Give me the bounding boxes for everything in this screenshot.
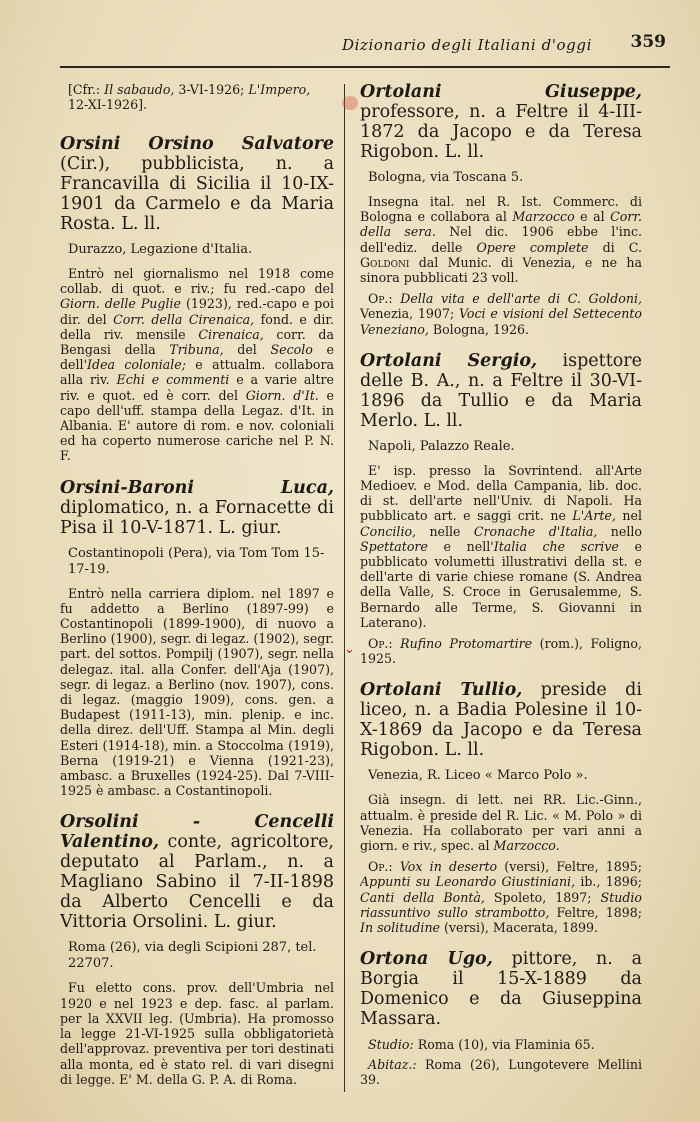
entry-name: Ortona Ugo, <box>360 949 493 970</box>
entry-body: Insegna ital. nel R. Ist. Commerc. di Bologna e collabora al Marzocco e al Corr. della sera. Nel dic. 1906 ebbe l'inc. dell'ediz. delle Opere complete di C. Goldoni dal Munic. di Venezia, e ne ha sinora pubblicati 23 voll. <box>360 194 642 286</box>
cfr-date-1: 3-VI-1926; <box>174 82 249 97</box>
entry-body: Fu eletto cons. prov. dell'Umbria nel 1920 e nel 1923 e dep. fasc. al parlam. per la XXVII leg. (Umbria). Ha promosso la legge 21-VI-1925 sulla obbligatorietà dell'approvaz. preventiva per tori destinati alla monta, ed è stato rel. di vari disegni di legge. E' M. della G. P. A. di Roma. <box>60 980 334 1087</box>
entry-name: Ortolani Tullio, <box>360 680 523 701</box>
cfr-reference <box>68 82 334 112</box>
entry-orsini-orsino <box>60 134 334 464</box>
red-tick-mark: ⌄ <box>344 642 355 657</box>
entry-address: Venezia, R. Liceo « Marco Polo ». <box>368 768 588 784</box>
entry-body: E' isp. presso la Sovrintend. all'Arte Medioev. e Mod. della Campania, lib. doc. di st. dell'arte nell'Univ. di Napoli. Ha pubblicato art. e saggi crit. ne L'Arte, nel Concilio, nelle Cronache d'Italia, nello Spettatore e nell'Italia che scrive e pubblicato volumetti illustrativi della st. e dell'arte di varie chiese romane (S. Andrea della Valle, S. Croce in Gerusalemme, S. Bernardo alle Terme, S. Giovanni in Laterano). <box>360 462 642 630</box>
entry-address: Durazzo, Legazione d'Italia. <box>68 242 253 257</box>
entry-address: Bologna, via Toscana 5. <box>368 170 524 185</box>
entry-address: Napoli, Palazzo Reale. <box>368 438 515 454</box>
entry-ortolani-sergio <box>360 351 642 667</box>
entry-studio: Studio: Roma (10), via Flaminia 65. <box>368 1037 595 1053</box>
entry-home: Abitaz.: Roma (26), Lungotevere Mellini 39. <box>360 1056 642 1087</box>
header-rule <box>60 66 670 68</box>
entry-summary: ispettore delle B. A., n. a Feltre il 30-VI-1896 da Tullio e da Maria Merlo. L. ll. <box>360 350 642 431</box>
page-number: 359 <box>630 32 666 52</box>
entry-heading <box>60 478 334 538</box>
entry-heading <box>360 949 642 1029</box>
right-column <box>360 82 642 1102</box>
entry-body: Entrò nella carriera diplom. nel 1897 e fu addetto a Berlino (1897-99) e Costantinopoli (1899-1900), di nuovo a Berlino (1900), segr. di legaz. (1902), segr. part. del sottos. Pompilj (1907), segr. nella delegaz. ital. alla Confer. dell'Aja (1907), segr. di legaz. a Berlino (nov. 1907), cons. di legaz. (maggio 1909), cons. gen. a Budapest (1911-13), min. plenip. e inc. della direz. dell'Uff. Stampa al Min. degli Esteri (1914-18), min. a Stoccolma (1919), Berna (1919-21) e Vienna (1921-23), ambasc. a Bruxelles (1924-25). Dal 7-VIII-1925 è ambasc. a Costantinopoli. <box>60 585 334 799</box>
entry-works: Op.: Della vita e dell'arte di C. Goldoni, Venezia, 1907; Voci e visioni del Settecento Veneziano, Bologna, 1926. <box>360 291 642 337</box>
entry-ortolani-tullio <box>360 680 642 935</box>
left-column <box>60 82 334 1102</box>
entry-summary: conte, agricoltore, deputato al Parlam., n. a Magliano Sabino il 7-II-1898 da Alberto Cencelli e da Vittoria Orsolini. L. giur. <box>60 832 334 933</box>
entry-name: Orsolini - Cencelli Valentino, <box>60 812 334 853</box>
entry-orsini-baroni <box>60 478 334 799</box>
entry-address: Costantinopoli (Pera), via Tom Tom 15-17-19. <box>68 545 325 577</box>
cfr-source-2: L'Impero, <box>248 82 311 97</box>
column-divider <box>344 84 345 1092</box>
entry-address: Roma (26), via degli Scipioni 287, tel. 22707. <box>68 940 317 972</box>
entry-heading <box>360 351 642 431</box>
entry-heading <box>60 812 334 932</box>
cfr-date-2: 12-XI-1926]. <box>68 97 147 112</box>
entry-name: Orsini Orsino Salvatore <box>60 134 334 154</box>
entry-heading <box>360 82 642 162</box>
entry-body: Entrò nel giornalismo nel 1918 come collab. di quot. e riv.; fu red.-capo del Giorn. delle Puglie (1923), red.-capo e poi dir. del Corr. della Cirenaica, fond. e dir. della riv. mensile Cirenaica, corr. da Bengasi della Tribuna, del Secolo e dell'Idea coloniale; e attualm. collabora alla riv. Echi e commenti e a varie altre riv. e quot. ed è corr. del Giorn. d'It. e capo dell'uff. stampa della Legaz. d'It. in Albania. E' autore di rom. e nov. coloniali ed ha coperto numerose cariche nel P. N. F. <box>60 266 334 464</box>
entry-pseudonym: (Cir.), <box>60 154 111 174</box>
cfr-source-1: Il sabaudo, <box>104 82 175 97</box>
running-title: Dizionario degli Italiani d'oggi <box>342 36 592 54</box>
entry-summary: pubblicista, n. a Francavilla di Sicilia il 10-IX-1901 da Carmelo e da Maria Rosta. L. ll. <box>60 154 334 234</box>
entry-summary: diplomatico, n. a Fornacette di Pisa il 10-V-1871. L. giur. <box>60 497 334 538</box>
entry-name: Ortolani Giuseppe, <box>360 82 642 102</box>
ink-stain <box>342 96 358 110</box>
running-header <box>60 28 670 60</box>
entry-body: Già insegn. di lett. nei RR. Lic.-Ginn., attualm. è preside del R. Lic. « M. Polo » di Venezia. Ha collaborato per vari anni a giorn. e riv., spec. al Marzocco. <box>360 792 642 854</box>
entry-works: Op.: Rufino Protomartire (rom.), Foligno, 1925. <box>360 636 642 667</box>
entry-works: Op.: Vox in deserto (versi), Feltre, 1895; Appunti su Leonardo Giustiniani, ib., 1896; Canti della Bontà, Spoleto, 1897; Studio riassuntivo sullo strambotto, Feltre, 1898; In solitudine (versi), Macerata, 1899. <box>360 859 642 936</box>
entry-heading <box>360 680 642 760</box>
entry-name: Ortolani Sergio, <box>360 350 538 371</box>
cfr-prefix: [Cfr.: <box>68 82 105 97</box>
entry-summary: professore, n. a Feltre il 4-III-1872 da Jacopo e da Teresa Rigobon. L. ll. <box>360 102 642 162</box>
entry-summary: preside di liceo, n. a Badia Polesine il 10-X-1869 da Jacopo e da Teresa Rigobon. L. ll. <box>360 680 642 761</box>
entry-ortolani-giuseppe <box>360 82 642 337</box>
entry-summary: pittore, n. a Borgia il 15-X-1889 da Domenico e da Giuseppina Massara. <box>360 949 642 1030</box>
entry-name: Orsini-Baroni Luca, <box>60 477 334 498</box>
entry-orsolini-cencelli <box>60 812 334 1086</box>
entry-ortona-ugo <box>360 949 642 1087</box>
entry-heading <box>60 134 334 234</box>
